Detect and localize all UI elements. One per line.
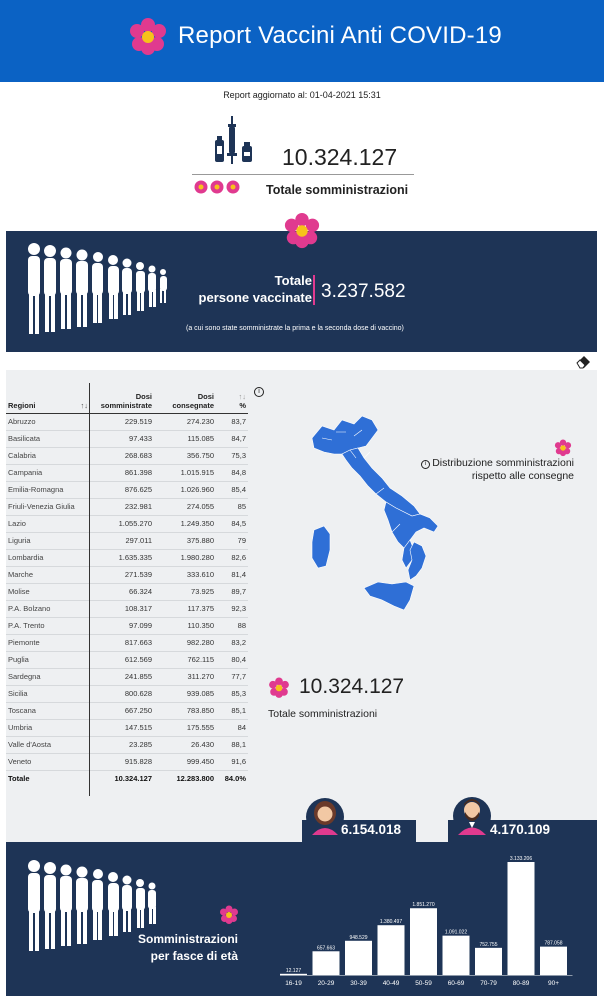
region-cell: Molise bbox=[6, 583, 90, 600]
region-cell: Puglia bbox=[6, 651, 90, 668]
region-cell: Abruzzo bbox=[6, 413, 90, 430]
female-value: 6.154.018 bbox=[341, 822, 402, 837]
delivered-cell: 999.450 bbox=[154, 753, 216, 770]
pct-cell: 84,7 bbox=[216, 430, 248, 447]
administered-cell: 915.828 bbox=[90, 753, 154, 770]
administered-cell: 229.519 bbox=[90, 413, 154, 430]
table-row[interactable] bbox=[6, 566, 248, 583]
region-cell: Liguria bbox=[6, 532, 90, 549]
pct-cell: 84,5 bbox=[216, 515, 248, 532]
flower-icon bbox=[268, 677, 290, 699]
flower-icon bbox=[554, 439, 572, 457]
region-cell: Emilia-Romagna bbox=[6, 481, 90, 498]
table-row[interactable] bbox=[6, 549, 248, 566]
pct-cell: 88 bbox=[216, 617, 248, 634]
regions-table-wrap bbox=[6, 380, 248, 787]
region-cell: Veneto bbox=[6, 753, 90, 770]
delivered-cell: 274.055 bbox=[154, 498, 216, 515]
table-row[interactable] bbox=[6, 634, 248, 651]
delivered-cell: 333.610 bbox=[154, 566, 216, 583]
age-bar[interactable] bbox=[443, 936, 470, 975]
administered-cell: 800.628 bbox=[90, 685, 154, 702]
table-row[interactable] bbox=[6, 413, 248, 430]
age-category-label: 90+ bbox=[547, 980, 560, 987]
age-bar-value-label: 752.755 bbox=[479, 941, 498, 948]
age-category-label: 20-29 bbox=[317, 980, 335, 987]
table-row[interactable] bbox=[6, 430, 248, 447]
table-row[interactable] bbox=[6, 668, 248, 685]
region-cell: Sicilia bbox=[6, 685, 90, 702]
total-administrations-label: Totale somministrazioni bbox=[266, 183, 409, 197]
table-header-row bbox=[6, 380, 248, 413]
three-flowers-icon bbox=[194, 180, 240, 194]
age-bar[interactable] bbox=[508, 862, 535, 975]
administered-cell: 667.250 bbox=[90, 702, 154, 719]
header-bar bbox=[0, 0, 604, 82]
delivered-cell: 1.026.960 bbox=[154, 481, 216, 498]
age-bar[interactable] bbox=[313, 951, 340, 975]
region-cell: Lombardia bbox=[6, 549, 90, 566]
pct-cell: 88,1 bbox=[216, 736, 248, 753]
table-total-row[interactable] bbox=[6, 770, 248, 787]
region-cell: Sardegna bbox=[6, 668, 90, 685]
table-row[interactable] bbox=[6, 600, 248, 617]
flower-logo-icon bbox=[128, 17, 168, 57]
delivered-cell: 762.115 bbox=[154, 651, 216, 668]
table-row[interactable] bbox=[6, 719, 248, 736]
pct-cell: 85,4 bbox=[216, 481, 248, 498]
age-bar-value-label: 657.663 bbox=[316, 945, 336, 952]
page-title: Report Vaccini Anti COVID-19 bbox=[178, 22, 502, 49]
administered-cell: 297.011 bbox=[90, 532, 154, 549]
table-row[interactable] bbox=[6, 515, 248, 532]
region-cell: Piemonte bbox=[6, 634, 90, 651]
age-bar-value-label: 3.133.206 bbox=[509, 856, 533, 862]
table-row[interactable] bbox=[6, 685, 248, 702]
age-category-label: 16-19 bbox=[285, 980, 302, 987]
region-cell: Valle d'Aosta bbox=[6, 736, 90, 753]
age-category-label: 60-69 bbox=[447, 980, 465, 987]
administered-cell: 97.099 bbox=[90, 617, 154, 634]
administered-cell: 66.324 bbox=[90, 583, 154, 600]
region-cell: Lazio bbox=[6, 515, 90, 532]
region-cell: Marche bbox=[6, 566, 90, 583]
delivered-cell: 117.375 bbox=[154, 600, 216, 617]
table-row[interactable] bbox=[6, 736, 248, 753]
map-legend-text: Distribuzione somministrazioni rispetto alle consegne bbox=[432, 457, 574, 482]
pct-cell: 77,7 bbox=[216, 668, 248, 685]
total-administrations-label-2: Totale somministrazioni bbox=[268, 708, 378, 720]
table-header-divider bbox=[6, 413, 248, 414]
region-cell: Calabria bbox=[6, 447, 90, 464]
header-administered[interactable]: Dosi somministrate bbox=[100, 392, 152, 410]
crowd-silhouette-icon bbox=[20, 239, 170, 339]
administered-cell: 817.663 bbox=[90, 634, 154, 651]
administered-cell: 271.539 bbox=[90, 566, 154, 583]
header-regions[interactable]: Regioni ↑↓ bbox=[8, 401, 88, 410]
age-category-label: 70-79 bbox=[480, 980, 497, 987]
table-row[interactable] bbox=[6, 583, 248, 600]
delivered-cell: 110.350 bbox=[154, 617, 216, 634]
table-vertical-divider bbox=[89, 383, 90, 796]
age-bar[interactable] bbox=[345, 941, 372, 975]
table-row[interactable] bbox=[6, 464, 248, 481]
age-bar[interactable] bbox=[475, 948, 502, 975]
delivered-cell: 1.249.350 bbox=[154, 515, 216, 532]
delivered-cell: 26.430 bbox=[154, 736, 216, 753]
administered-cell: 147.515 bbox=[90, 719, 154, 736]
delivered-cell: 175.555 bbox=[154, 719, 216, 736]
info-icon[interactable]: i bbox=[421, 460, 430, 469]
delivered-cell: 12.283.800 bbox=[176, 774, 214, 784]
administered-cell: 23.285 bbox=[90, 736, 154, 753]
delivered-cell: 115.085 bbox=[154, 430, 216, 447]
man-avatar-icon bbox=[452, 792, 492, 838]
pct-cell: 84.0% bbox=[224, 774, 246, 784]
age-bar-value-label: 1.380.497 bbox=[379, 919, 403, 926]
male-value: 4.170.109 bbox=[490, 822, 551, 837]
table-row[interactable] bbox=[6, 617, 248, 634]
table-row[interactable] bbox=[6, 753, 248, 770]
delivered-cell: 1.980.280 bbox=[154, 549, 216, 566]
vaccinated-value: 3.237.582 bbox=[321, 281, 406, 302]
pct-cell: 85 bbox=[216, 498, 248, 515]
regions-table bbox=[6, 380, 248, 787]
total-administrations-value-2: 10.324.127 bbox=[299, 675, 405, 698]
administered-cell: 861.398 bbox=[90, 464, 154, 481]
pct-cell: 81,4 bbox=[216, 566, 248, 583]
age-bar[interactable] bbox=[540, 947, 567, 975]
administered-cell: 612.569 bbox=[90, 651, 154, 668]
age-category-label: 30-39 bbox=[350, 980, 367, 987]
woman-avatar-icon bbox=[305, 795, 345, 839]
table-row[interactable] bbox=[6, 447, 248, 464]
table-row[interactable] bbox=[6, 481, 248, 498]
vaccinated-label bbox=[166, 272, 312, 306]
administered-cell: 10.324.127 bbox=[114, 774, 152, 784]
region-cell: Basilicata bbox=[6, 430, 90, 447]
eraser-icon[interactable] bbox=[575, 353, 593, 369]
delivered-cell: 375.880 bbox=[154, 532, 216, 549]
pct-cell: 85,1 bbox=[216, 702, 248, 719]
age-category-label: 80-89 bbox=[512, 980, 530, 987]
age-label-line1: Somministrazioni bbox=[137, 932, 238, 946]
delivered-cell: 982.280 bbox=[154, 634, 216, 651]
pct-cell: 91,6 bbox=[216, 753, 248, 770]
pct-cell: 83,2 bbox=[216, 634, 248, 651]
last-updated-text: Report aggiornato al: 01-04-2021 15:31 bbox=[223, 90, 381, 100]
table-row[interactable] bbox=[6, 651, 248, 668]
table-row[interactable] bbox=[6, 532, 248, 549]
age-category-label: 40-49 bbox=[382, 980, 400, 987]
administered-cell: 268.683 bbox=[90, 447, 154, 464]
pct-cell: 92,3 bbox=[216, 600, 248, 617]
administered-cell: 108.317 bbox=[90, 600, 154, 617]
map-legend bbox=[404, 457, 574, 483]
age-bar-value-label: 12.127 bbox=[285, 967, 302, 974]
delivered-cell: 274.230 bbox=[154, 413, 216, 430]
delivered-cell: 311.270 bbox=[154, 668, 216, 685]
age-section-label bbox=[80, 931, 238, 965]
administered-cell: 232.981 bbox=[90, 498, 154, 515]
vaccinated-label-line2: persone vaccinate bbox=[198, 290, 312, 305]
age-bar-value-label: 948.529 bbox=[349, 934, 368, 941]
administered-cell: 1.635.335 bbox=[90, 549, 154, 566]
pct-cell: 85,3 bbox=[216, 685, 248, 702]
pct-cell: 75,3 bbox=[216, 447, 248, 464]
region-cell: Totale bbox=[8, 774, 30, 784]
age-bar[interactable] bbox=[410, 908, 437, 975]
age-bar-value-label: 1.091.022 bbox=[444, 929, 468, 936]
pct-cell: 89,7 bbox=[216, 583, 248, 600]
age-bar-value-label: 1.851.270 bbox=[412, 902, 435, 909]
delivered-cell: 1.015.915 bbox=[154, 464, 216, 481]
italy-map[interactable] bbox=[292, 410, 447, 620]
age-label-line2: per fasce di età bbox=[150, 949, 238, 963]
delivered-cell: 73.925 bbox=[154, 583, 216, 600]
table-row[interactable] bbox=[6, 498, 248, 515]
region-cell: Campania bbox=[6, 464, 90, 481]
pct-cell: 79 bbox=[216, 532, 248, 549]
info-icon[interactable]: i bbox=[254, 387, 264, 397]
syringe-vials-icon bbox=[212, 116, 256, 164]
age-bar[interactable] bbox=[378, 925, 405, 975]
region-cell: Umbria bbox=[6, 719, 90, 736]
delivered-cell: 783.850 bbox=[154, 702, 216, 719]
accent-bar bbox=[313, 275, 315, 305]
header-delivered[interactable]: Dosi consegnate bbox=[172, 392, 214, 410]
flower-icon bbox=[283, 212, 321, 250]
age-bar-chart bbox=[280, 850, 580, 992]
delivered-cell: 939.085 bbox=[154, 685, 216, 702]
administered-cell: 241.855 bbox=[90, 668, 154, 685]
pct-cell: 83,7 bbox=[216, 413, 248, 430]
vaccinated-note: (a cui sono state somministrate la prima e la seconda dose di vaccino) bbox=[186, 325, 404, 332]
total-administrations-value: 10.324.127 bbox=[282, 144, 398, 170]
administered-cell: 97.433 bbox=[90, 430, 154, 447]
table-row[interactable] bbox=[6, 702, 248, 719]
administered-cell: 876.625 bbox=[90, 481, 154, 498]
header-pct[interactable]: ↑↓ % bbox=[238, 392, 246, 410]
divider bbox=[192, 174, 414, 175]
flower-icon bbox=[219, 905, 239, 925]
pct-cell: 82,6 bbox=[216, 549, 248, 566]
administered-cell: 1.055.270 bbox=[90, 515, 154, 532]
vaccinated-label-line1: Totale bbox=[274, 273, 312, 288]
region-cell: Friuli-Venezia Giulia bbox=[6, 498, 90, 515]
delivered-cell: 356.750 bbox=[154, 447, 216, 464]
region-cell: P.A. Bolzano bbox=[6, 600, 90, 617]
age-category-label: 50-59 bbox=[415, 980, 432, 987]
region-cell: P.A. Trento bbox=[6, 617, 90, 634]
age-bar-value-label: 787.058 bbox=[544, 940, 563, 947]
pct-cell: 84 bbox=[216, 719, 248, 736]
pct-cell: 80,4 bbox=[216, 651, 248, 668]
pct-cell: 84,8 bbox=[216, 464, 248, 481]
age-bar[interactable] bbox=[280, 974, 307, 975]
region-cell: Toscana bbox=[6, 702, 90, 719]
